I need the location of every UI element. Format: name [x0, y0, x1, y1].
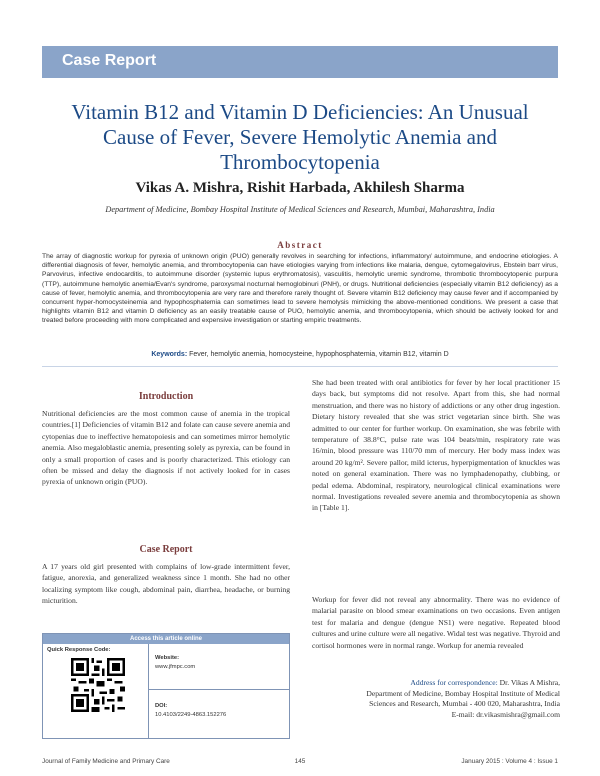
introduction-heading: Introduction — [138, 391, 194, 402]
website-link[interactable]: www.jfmpc.com — [155, 664, 196, 670]
keywords — [42, 351, 558, 358]
abstract-section — [42, 228, 558, 324]
article-type-label: Case Report — [62, 52, 157, 69]
correspondence-label: Address for correspondence: — [410, 678, 498, 687]
doi-value[interactable]: 10.4103/2249-4863.152276 — [155, 712, 227, 718]
case-report-workup: Workup for fever did not reveal any abnormality. There was no evidence of malarial parasite on blood smear examinations on two occasions. Even antigen test for malaria and dengue (dengue NS1) were negative. Repeated blood cultures and urine culture were all negative. Widal test was negative. Thyroid and cortisol hormones were in normal range. Workup for anemia revealed — [312, 595, 560, 650]
author-list: Vikas A. Mishra, Rishit Harbada, Akhilesh Sharma — [135, 180, 465, 196]
article-type-banner — [42, 46, 558, 78]
title-line: Cause of Fever, Severe Hemolytic Anemia and — [103, 125, 497, 149]
correspondence-name: Dr. Vikas A Mishra, — [499, 678, 560, 687]
case-report-text: A 17 years old girl presented with complains of low-grade intermittent fever, fatigue, anorexia, and generalized weakness since 1 month. She had no other localizing symptom like cough, abdominal pain, diarrhea, headache, or burning micturition. — [42, 562, 290, 606]
correspondence-email[interactable]: E-mail: dr.vikasmishra@gmail.com — [451, 709, 560, 719]
qr-code-icon[interactable] — [71, 658, 125, 712]
keywords-label: Keywords: — [151, 351, 188, 358]
abstract-text: The array of diagnostic workup for pyrexia of unknown origin (PUO) generally revolves in searching for infections, inflammatory/ autoimmune, and endocrine etiologies. A differential diagnosis of fever, hemolytic anemia, and thrombocytopenia can have etiologies varying from infections like malaria, dengue, cytomegalovirus, Ebstein barr virus, Parvovirus, infective endocarditis, to autoimmune disorder (systemic lupus erythromatosis), vasculitis, hemolytic uremic syndrome, thrombotic thrombocytopenic purpura (TTP), autoimmune hemolytic anemia/Evan's syndrome, paroxysmal nocturnal hemoglobinuri (PNH), or drugs. Nutritional deficiencies (especially vitamin B12 deficiency) as a cause of fever, hemolytic anemia, and thrombocytopenia are very rare and therefore rarely thought of. Severe vitamin B12 deficiency may cause fever and if accompanied by concurrent hyper-homocysteinemia and hypophosphatemia can sometimes lead to severe hemolysis mimicking the above-mentioned conditions. We present a case that highlights vitamin B12 and vitamin D deficiency as an easily treatable cause of PUO, hemolytic anemia, and thrombocytopenia, which should be actively looked for and treated before proceeding with more complicated and expensive investigation or starting empiric treatments. — [42, 253, 558, 325]
access-article-box — [42, 633, 290, 739]
page-number: 145 — [294, 758, 306, 765]
divider — [42, 366, 558, 367]
qr-label: Quick Response Code: — [47, 647, 111, 653]
website-info — [155, 654, 195, 672]
correspondence-line: Sciences and Research, Mumbai - 400 020, Maharashtra, India — [369, 699, 560, 708]
issue-info: January 2015 : Volume 4 : Issue 1 — [461, 758, 558, 765]
introduction-text: Nutritional deficiencies are the most common cause of anemia in the tropical countries.[1] Deficiencies of vitamin B12 and folate can cause severe anemia and cytopenias due to ineffective hematopoiesis and can sometimes mirror hemolytic anemia. Also megaloblastic anemia, presenting solely as pyrexia, can be found in only a small proportion of cases and is poorly characterized. This etiology can often be missed and delay the diagnosis if not actively looked for in cases pyrexia of unknown origin (PUO). — [42, 409, 290, 487]
case-report-continued: She had been treated with oral antibiotics for fever by her local practitioner 15 days back, but symptoms did not resolve. Apart from this, she had normal menstruation, and there was no history of addictions or any other drug ingestion. Dietary history revealed that she was strict vegetarian since birth. She was admitted to our center for further workup. On examination, she was febrile with temperature of 38.8°C, pulse rate was 104 beats/min, respiratory rate was 16/min, blood pressure was 110/70 mm of mercury. Her body mass index was around 20 kg/m². Severe pallor, mild icterus, hyperpigmentation of knuckles was noted on general examination. There was no lymphadenopathy, clubbing, or pedal edema. Abdominal, respiratory, neurological clinical examinations were normal. Investigations revealed severe anemia and thrombocytopenia as shown in [Table 1]. — [312, 378, 560, 513]
case-report-heading: Case Report — [139, 544, 193, 555]
correspondence-address — [312, 678, 560, 720]
keywords-text: Fever, hemolytic anemia, homocysteine, hypophosphatemia, vitamin B12, vitamin D — [189, 351, 449, 358]
box-divider — [148, 689, 289, 690]
doi-label: DOI: — [155, 703, 168, 709]
doi-info — [155, 702, 226, 720]
journal-name: Journal of Family Medicine and Primary Care — [42, 758, 170, 765]
correspondence-line: Department of Medicine, Bombay Hospital Institute of Medical — [366, 688, 560, 698]
title-line: Thrombocytopenia — [220, 150, 380, 174]
access-header: Access this article online — [43, 634, 289, 644]
abstract-heading: Abstract — [277, 240, 323, 250]
affiliation: Department of Medicine, Bombay Hospital Institute of Medical Sciences and Research, Mumbai, Maharashtra, India — [105, 205, 495, 214]
article-title — [42, 100, 558, 175]
page-footer — [42, 758, 558, 770]
website-label: Website: — [155, 655, 180, 661]
box-divider — [148, 644, 149, 738]
title-line: Vitamin B12 and Vitamin D Deficiencies: An Unusual — [71, 100, 529, 124]
